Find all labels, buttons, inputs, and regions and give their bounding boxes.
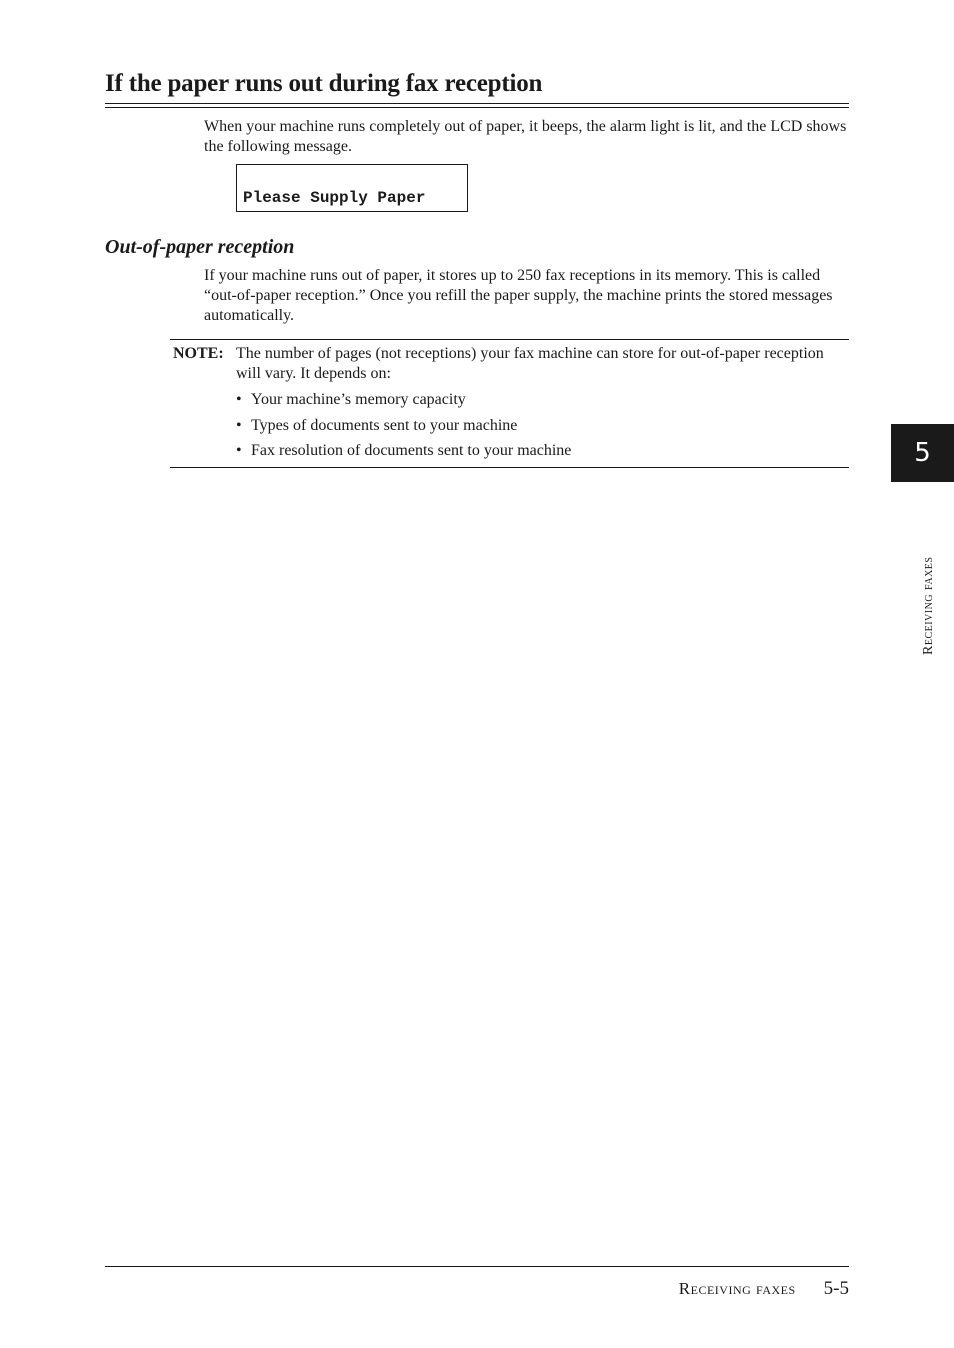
bullet-icon: • [236, 416, 242, 434]
list-item [236, 416, 571, 442]
footer-rule [105, 1266, 849, 1267]
page-footer [679, 1278, 849, 1300]
note-label: NOTE: [173, 345, 224, 362]
title-double-rule [105, 103, 849, 108]
lcd-display-box [236, 164, 468, 212]
bullet-icon: • [236, 391, 242, 408]
lcd-message: Please Supply Paper [243, 189, 426, 207]
chapter-tab [891, 424, 954, 482]
list-item-text: Fax resolution of documents sent to your machine [251, 442, 572, 459]
list-item [236, 441, 571, 467]
chapter-number: 5 [914, 438, 931, 468]
intro-paragraph: When your machine runs completely out of paper, it beeps, the alarm light is lit, and the LCD shows the following message. [204, 118, 847, 155]
note-bottom-rule [170, 467, 849, 468]
note-text: The number of pages (not receptions) your fax machine can store for out-of-paper reception will vary. It depends on: [236, 345, 824, 382]
list-item [236, 390, 571, 416]
bullet-icon: • [236, 442, 242, 459]
subsection-body: If your machine runs out of paper, it stores up to 250 fax receptions in its memory. This is called “out-of-paper reception.” Once you refill the paper supply, the machine prints the stored messages automatically. [204, 267, 833, 324]
list-item-text: Your machine’s memory capacity [251, 391, 466, 408]
note-list [236, 390, 571, 467]
subsection-title: Out-of-paper reception [105, 236, 295, 258]
list-item-text: Types of documents sent to your machine [251, 416, 518, 434]
section-title: If the paper runs out during fax reception [105, 70, 543, 97]
note-top-rule [170, 339, 849, 340]
footer-section-name: Receiving faxes [678, 1279, 796, 1298]
chapter-side-label: Receiving faxes [921, 556, 936, 655]
footer-page-number: 5-5 [823, 1278, 849, 1299]
